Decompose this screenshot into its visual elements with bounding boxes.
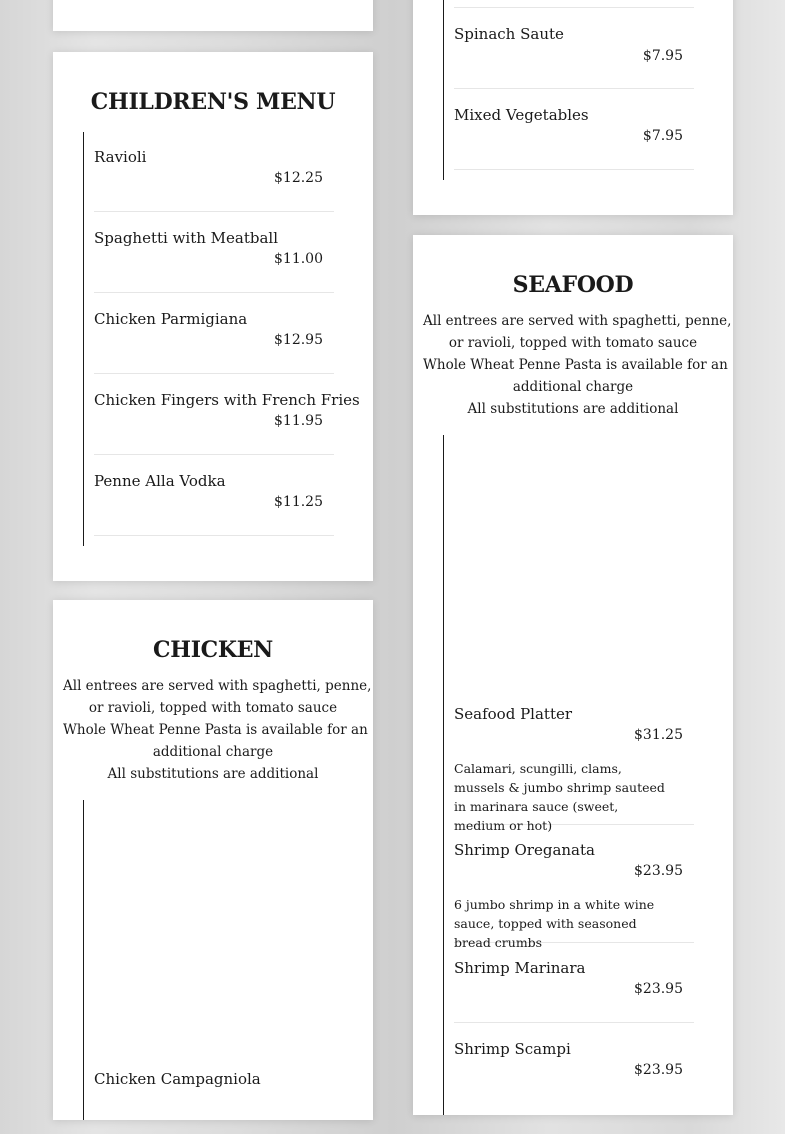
menu-item-price: $31.25 <box>634 727 683 743</box>
sides-list <box>443 0 703 180</box>
menu-item-name: Chicken Campagniola <box>94 1070 261 1088</box>
menu-item-price: $11.95 <box>274 413 323 429</box>
menu-item-name: Spinach Saute <box>454 25 564 43</box>
menu-item-name: Spaghetti with Meatball <box>94 229 279 247</box>
seafood-note-line: additional charge <box>512 379 634 395</box>
menu-item[interactable] <box>454 705 694 833</box>
childrens-menu-card <box>53 52 373 581</box>
menu-item-name: Shrimp Marinara <box>454 959 586 977</box>
menu-item-price: $23.95 <box>634 863 683 879</box>
chicken-title: CHICKEN <box>153 637 273 663</box>
seafood-note-line: or ravioli, topped with tomato sauce <box>448 335 698 351</box>
menu-item[interactable] <box>94 310 334 374</box>
seafood-note-line: Whole Wheat Penne Pasta is available for an <box>423 357 728 373</box>
seafood-note-line: All substitutions are additional <box>467 401 679 417</box>
menu-item[interactable] <box>94 391 360 455</box>
menu-item-name: Shrimp Oreganata <box>454 841 595 859</box>
menu-item[interactable] <box>454 1040 694 1104</box>
chicken-note-line: All substitutions are additional <box>107 766 319 782</box>
chicken-list <box>83 800 343 1120</box>
menu-item[interactable] <box>94 1070 334 1134</box>
menu-item[interactable] <box>454 959 694 1023</box>
seafood-card <box>413 235 733 1115</box>
menu-item[interactable] <box>454 25 694 89</box>
chicken-card <box>53 600 373 1120</box>
sides-card <box>413 0 733 215</box>
chicken-notes <box>63 675 372 785</box>
menu-item[interactable] <box>454 841 694 950</box>
childrens-menu-title: CHILDREN'S MENU <box>90 89 336 115</box>
seafood-list <box>443 435 703 1115</box>
menu-item-price: $7.95 <box>642 48 683 64</box>
menu-item-description: Calamari, scungilli, clams, mussels & jumbo shrimp sauteed in marinara sauce (sweet, medium or hot) <box>454 761 665 833</box>
menu-item-price: $23.95 <box>634 1062 683 1078</box>
menu-item-name: Shrimp Scampi <box>454 1040 571 1058</box>
menu-item-name: Chicken Parmigiana <box>94 310 248 328</box>
menu-item-price: $12.95 <box>274 332 323 348</box>
chicken-note-line: or ravioli, topped with tomato sauce <box>88 700 338 716</box>
menu-item-name: Penne Alla Vodka <box>94 472 226 490</box>
menu-item-price: $7.95 <box>642 128 683 144</box>
menu-item-price: $11.00 <box>274 251 323 267</box>
menu-item[interactable] <box>94 229 334 293</box>
chicken-note-line: All entrees are served with spaghetti, penne, <box>63 678 372 694</box>
seafood-title: SEAFOOD <box>512 272 634 298</box>
list-divider <box>454 0 694 8</box>
menu-item-price: $23.95 <box>634 981 683 997</box>
menu-item-name: Ravioli <box>94 148 147 166</box>
menu-item-price: $11.25 <box>274 494 323 510</box>
menu-item[interactable] <box>454 106 694 170</box>
menu-item-name: Mixed Vegetables <box>454 106 589 124</box>
menu-item[interactable] <box>94 472 334 536</box>
menu-item-price: $12.25 <box>274 170 323 186</box>
chicken-note-line: Whole Wheat Penne Pasta is available for an <box>63 722 368 738</box>
previous-menu-card <box>53 0 373 31</box>
menu-item-name: Chicken Fingers with French Fries <box>94 391 360 409</box>
menu-item[interactable] <box>94 148 334 212</box>
childrens-menu-list <box>83 132 360 546</box>
chicken-note-line: additional charge <box>152 744 274 760</box>
seafood-note-line: All entrees are served with spaghetti, penne, <box>423 313 732 329</box>
seafood-notes <box>423 310 732 420</box>
menu-item-description: 6 jumbo shrimp in a white wine sauce, topped with seasoned bread crumbs <box>454 897 655 950</box>
menu-item-name: Seafood Platter <box>454 705 573 723</box>
